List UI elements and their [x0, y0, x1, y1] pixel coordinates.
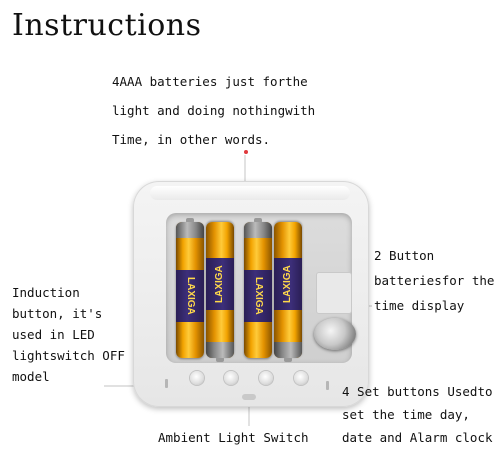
battery-brand: LAXIGA	[185, 277, 196, 315]
leader-dot	[244, 150, 248, 154]
callout-line: light and doing nothingwith	[112, 103, 316, 118]
callout-line: Induction	[12, 285, 80, 300]
callout-line: 4 Set buttons Usedto	[342, 384, 493, 399]
callout-line: 4AAA batteries just forthe	[112, 74, 308, 89]
callout-line: set the time day,	[342, 407, 470, 422]
callout-line: batteriesfor the	[374, 273, 495, 288]
set-button-icon[interactable]	[224, 371, 238, 385]
callout-line: date and Alarm clock	[342, 430, 493, 445]
light-sensor-icon	[242, 394, 256, 400]
page-title: Instructions	[12, 8, 202, 43]
callout-line: lightswitch OFF	[12, 348, 125, 363]
coin-cell-holder	[316, 272, 352, 314]
induction-button-icon[interactable]	[165, 379, 168, 388]
set-button-icon[interactable]	[190, 371, 204, 385]
aaa-battery-icon	[274, 222, 302, 358]
battery-brand: LAXIGA	[253, 277, 264, 315]
aaa-battery-icon	[176, 222, 204, 358]
callout-line: time display	[374, 298, 465, 313]
battery-brand: LAXIGA	[214, 265, 225, 303]
battery-brand: LAXIGA	[282, 265, 293, 303]
callout-line: used in LED	[12, 327, 95, 342]
set-button-icon[interactable]	[259, 371, 273, 385]
callout-line: Ambient Light Switch	[158, 430, 309, 445]
set-button-icon[interactable]	[294, 371, 308, 385]
callout-line: 2 Button	[374, 248, 435, 263]
aaa-battery-icon	[206, 222, 234, 358]
callout-line: button, it's	[12, 306, 103, 321]
callout-line: model	[12, 369, 50, 384]
top-light-strip	[150, 186, 350, 200]
coin-cell-battery-icon	[314, 318, 356, 350]
aaa-battery-icon	[244, 222, 272, 358]
right-pin-icon	[326, 381, 329, 390]
callout-line: Time, in other words.	[112, 132, 271, 147]
